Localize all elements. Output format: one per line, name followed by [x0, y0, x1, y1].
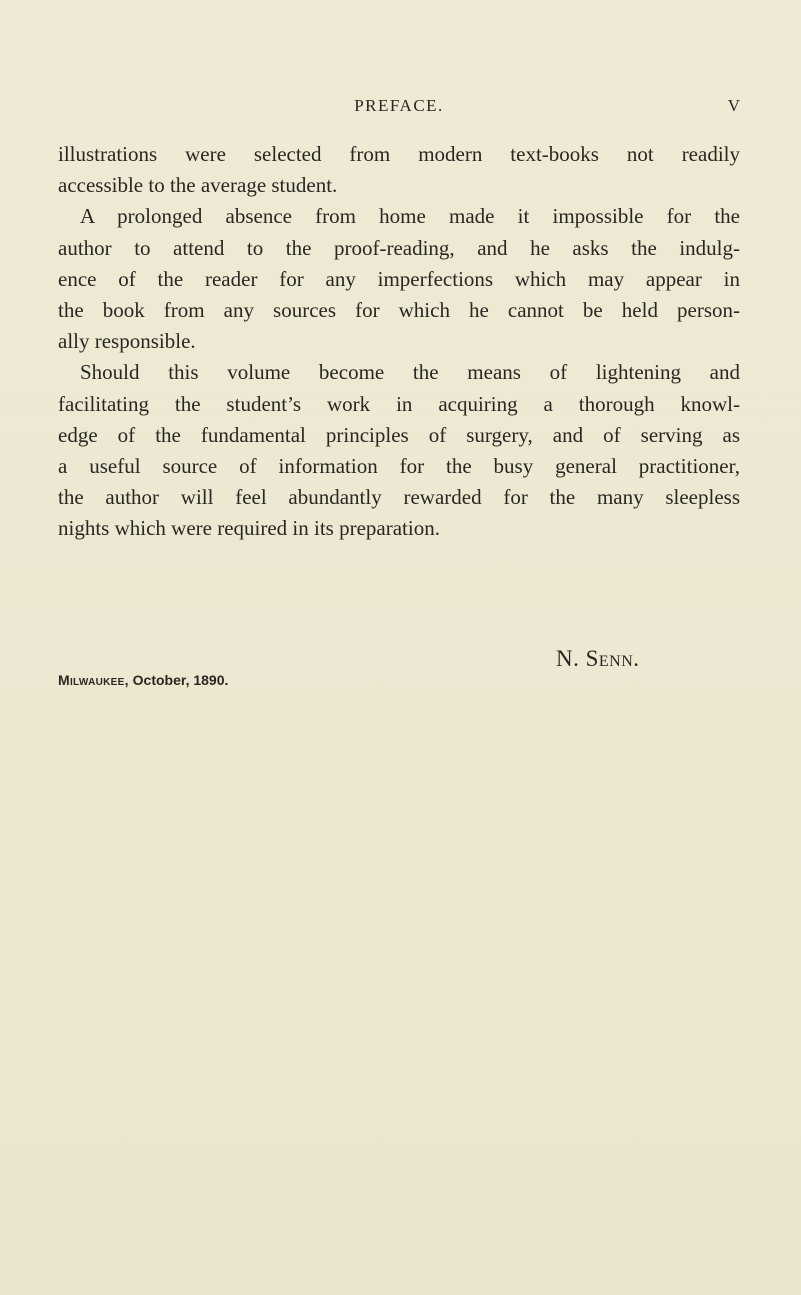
text-line: ence of the reader for any imperfections which may appear in — [58, 266, 740, 291]
text-line: facilitating the student’s work in acquiring a thorough knowl- — [58, 391, 740, 416]
text-line: ally responsible. — [58, 329, 196, 354]
date: October, 1890. — [132, 672, 229, 688]
text-line: A prolonged absence from home made it impossible for the — [80, 204, 740, 229]
text-line: the book from any sources for which he cannot be held person- — [58, 298, 740, 323]
preface-body — [58, 139, 740, 545]
text-line: accessible to the average student. — [58, 173, 338, 198]
text-line: edge of the fundamental principles of surgery, and of serving as — [58, 422, 740, 447]
author-signature: N. Senn. — [556, 646, 640, 671]
running-title: PREFACE. — [354, 96, 444, 115]
text-line: illustrations were selected from modern text-books not readily — [58, 142, 740, 166]
text-line: author to attend to the proof-reading, and he asks the indulg- — [58, 235, 740, 260]
text-line: Should this volume become the means of lightening and — [80, 360, 740, 385]
text-line: a useful source of information for the busy general practitioner, — [58, 454, 740, 479]
text-line: the author will feel abundantly rewarded for the many sleepless — [58, 485, 740, 510]
text-line: nights which were required in its preparation. — [58, 516, 440, 541]
place-date — [58, 672, 228, 688]
page-number: V — [727, 96, 740, 115]
running-head — [58, 93, 740, 119]
place-name: Milwaukee, — [58, 672, 129, 688]
